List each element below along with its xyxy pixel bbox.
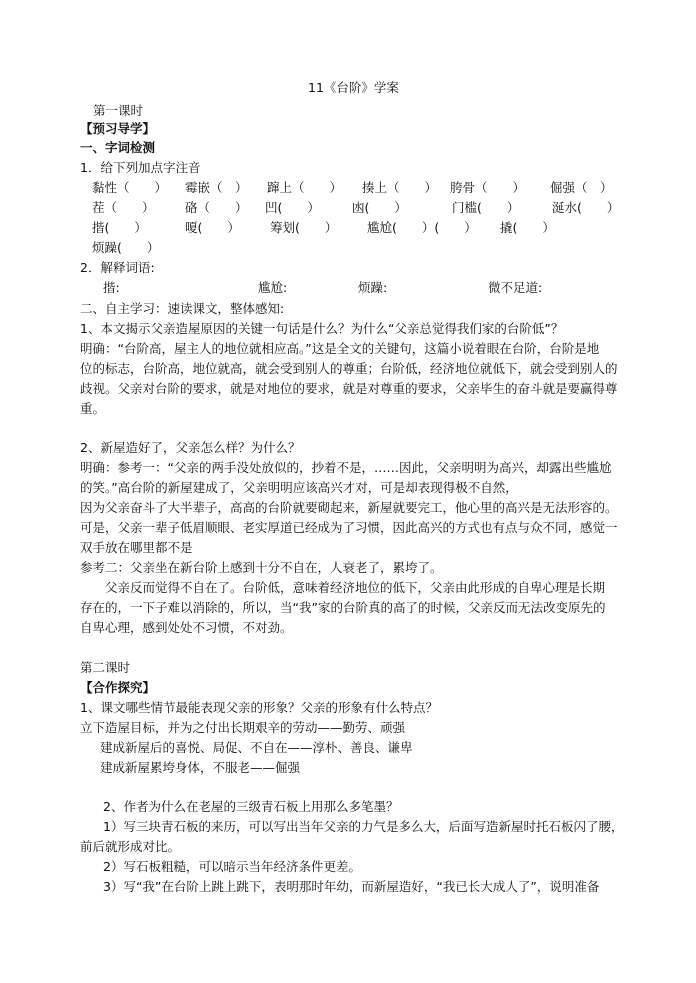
preview-tag: 【预习导学】 <box>80 121 156 136</box>
pinyin-item: 倔强（ ） <box>550 180 613 195</box>
pinyin-item: 茬（ ） <box>92 200 155 215</box>
answer2-line: 明确：参考一：“父亲的两手没处放似的，抄着不是，……因此，父亲明明为高兴，却露出些尴尬 <box>80 460 612 475</box>
pinyin-item: 揍上（ ） <box>362 180 438 195</box>
coop-tag: 【合作探究】 <box>80 680 156 695</box>
pinyin-item: 尴尬( ）( ） <box>367 220 477 235</box>
pinyin-item: 霉嵌（ ） <box>185 180 248 195</box>
section1-title: 一、字词检测 <box>80 140 156 155</box>
document-title: 11《台阶》学案 <box>308 80 399 95</box>
lesson2-answer2-line: 前后就形成对比。 <box>80 839 181 854</box>
lesson2-answer1-line: 立下造屋目标，并为之付出长期艰辛的劳动——勤劳、顽强 <box>80 720 406 735</box>
lesson2-answer2-line: 2）写石板粗糙，可以暗示当年经济条件更差。 <box>103 859 361 874</box>
pinyin-item: 门槛( ） <box>452 200 520 215</box>
answer2-line: 双手放在哪里都不是 <box>80 540 193 555</box>
answer1-line: 位的标志，台阶高，地位就高，就会受到别人的尊重；台阶低，经济地位就低下，就会受到别人的 <box>80 361 618 376</box>
question-2: 2、新屋造好了，父亲怎么样？为什么？ <box>80 440 301 455</box>
answer1-line: 重。 <box>80 401 106 416</box>
lesson2-question-2: 2、作者为什么在老屋的三级青石板上用那么多笔墨？ <box>103 799 399 814</box>
answer1-line: 歧视。父亲对台阶的要求，就是对地位的要求，就是对尊重的要求，父亲毕生的奋斗就是要赢得尊 <box>80 381 618 396</box>
lesson2-answer2-line: 3）写“我”在台阶上跳上跳下，表明那时年幼，而新屋造好，“我已长大成人了”，说明准备 <box>103 879 600 894</box>
answer2-line: 的笑。”高台阶的新屋建成了，父亲明明应该高兴才对，可是却表现得极不自然， <box>80 480 518 495</box>
answer2-line: 可是，父亲一辈子低眉顺眼、老实厚道已经成为了习惯，因此高兴的方式也有点与众不同，感觉一 <box>80 520 618 535</box>
lesson2-answer1-line: 建成新屋累垮身体，不服老——倔强 <box>100 760 301 775</box>
pinyin-item: 胯骨（ ） <box>450 180 526 195</box>
pinyin-item: 嗄( ） <box>185 220 240 235</box>
pinyin-item: 揩( ） <box>92 220 147 235</box>
pinyin-item: 蹿上（ ） <box>267 180 343 195</box>
pinyin-item: 撬( ） <box>500 220 555 235</box>
pinyin-item: 凹( ） <box>265 200 320 215</box>
pinyin-item: 涎水( ） <box>552 200 620 215</box>
pinyin-item: 黏性（ ） <box>92 180 168 195</box>
pinyin-item: 筹划( ） <box>270 220 338 235</box>
reference-2-para: 父亲反而觉得不自在了。台阶低，意味着经济地位的低下，父亲由此形成的自卑心理是长期 <box>105 580 606 595</box>
reference-2-para: 存在的，一下子难以消除的，所以，当“我”家的台阶真的高了的时候，父亲反而无法改变原先的 <box>80 600 606 615</box>
lesson2-answer2-line: 1）写三块青石板的来历，可以写出当年父亲的力气是多么大，后面写造新屋时托石板闪了腰， <box>103 819 624 834</box>
question-1: 1、本文揭示父亲造屋原因的关键一句话是什么？为什么“父亲总觉得我们家的台阶低”？ <box>80 321 564 336</box>
q1-label: 1．给下列加点字注音 <box>80 160 201 175</box>
lesson2-answer1-line: 建成新屋后的喜悦、局促、不自在——淳朴、善良、谦卑 <box>100 740 413 755</box>
pinyin-item: 凼( ） <box>352 200 407 215</box>
lesson2-heading: 第二课时 <box>80 660 131 675</box>
reference-2-para: 自卑心理，感到处处不习惯，不对劲。 <box>80 620 293 635</box>
pinyin-item: 烦躁( ） <box>92 240 160 255</box>
vocab-item: 尴尬: <box>258 280 288 295</box>
answer2-line: 因为父亲奋斗了大半辈子，高高的台阶就要砌起来，新屋就要完工，他心里的高兴是无法形容的。 <box>80 500 618 515</box>
section2-title: 二、自主学习：速读课文，整体感知: <box>80 301 285 316</box>
reference-2-line: 参考二：父亲坐在新台阶上感到十分不自在，人衰老了，累垮了。 <box>80 560 443 575</box>
answer1-line: 明确：“台阶高，屋主人的地位就相应高。”这是全文的关键句，这篇小说着眼在台阶，台阶是地 <box>80 341 600 356</box>
vocab-item: 微不足道: <box>488 280 543 295</box>
q2-label: 2．解释词语: <box>80 260 155 275</box>
pinyin-item: 硌（ ） <box>185 200 248 215</box>
lesson2-question-1: 1、课文哪些情节最能表现父亲的形象？父亲的形象有什么特点？ <box>80 700 438 715</box>
vocab-item: 揩: <box>103 280 120 295</box>
lesson1-heading: 第一课时 <box>93 103 144 118</box>
vocab-item: 烦躁: <box>358 280 388 295</box>
